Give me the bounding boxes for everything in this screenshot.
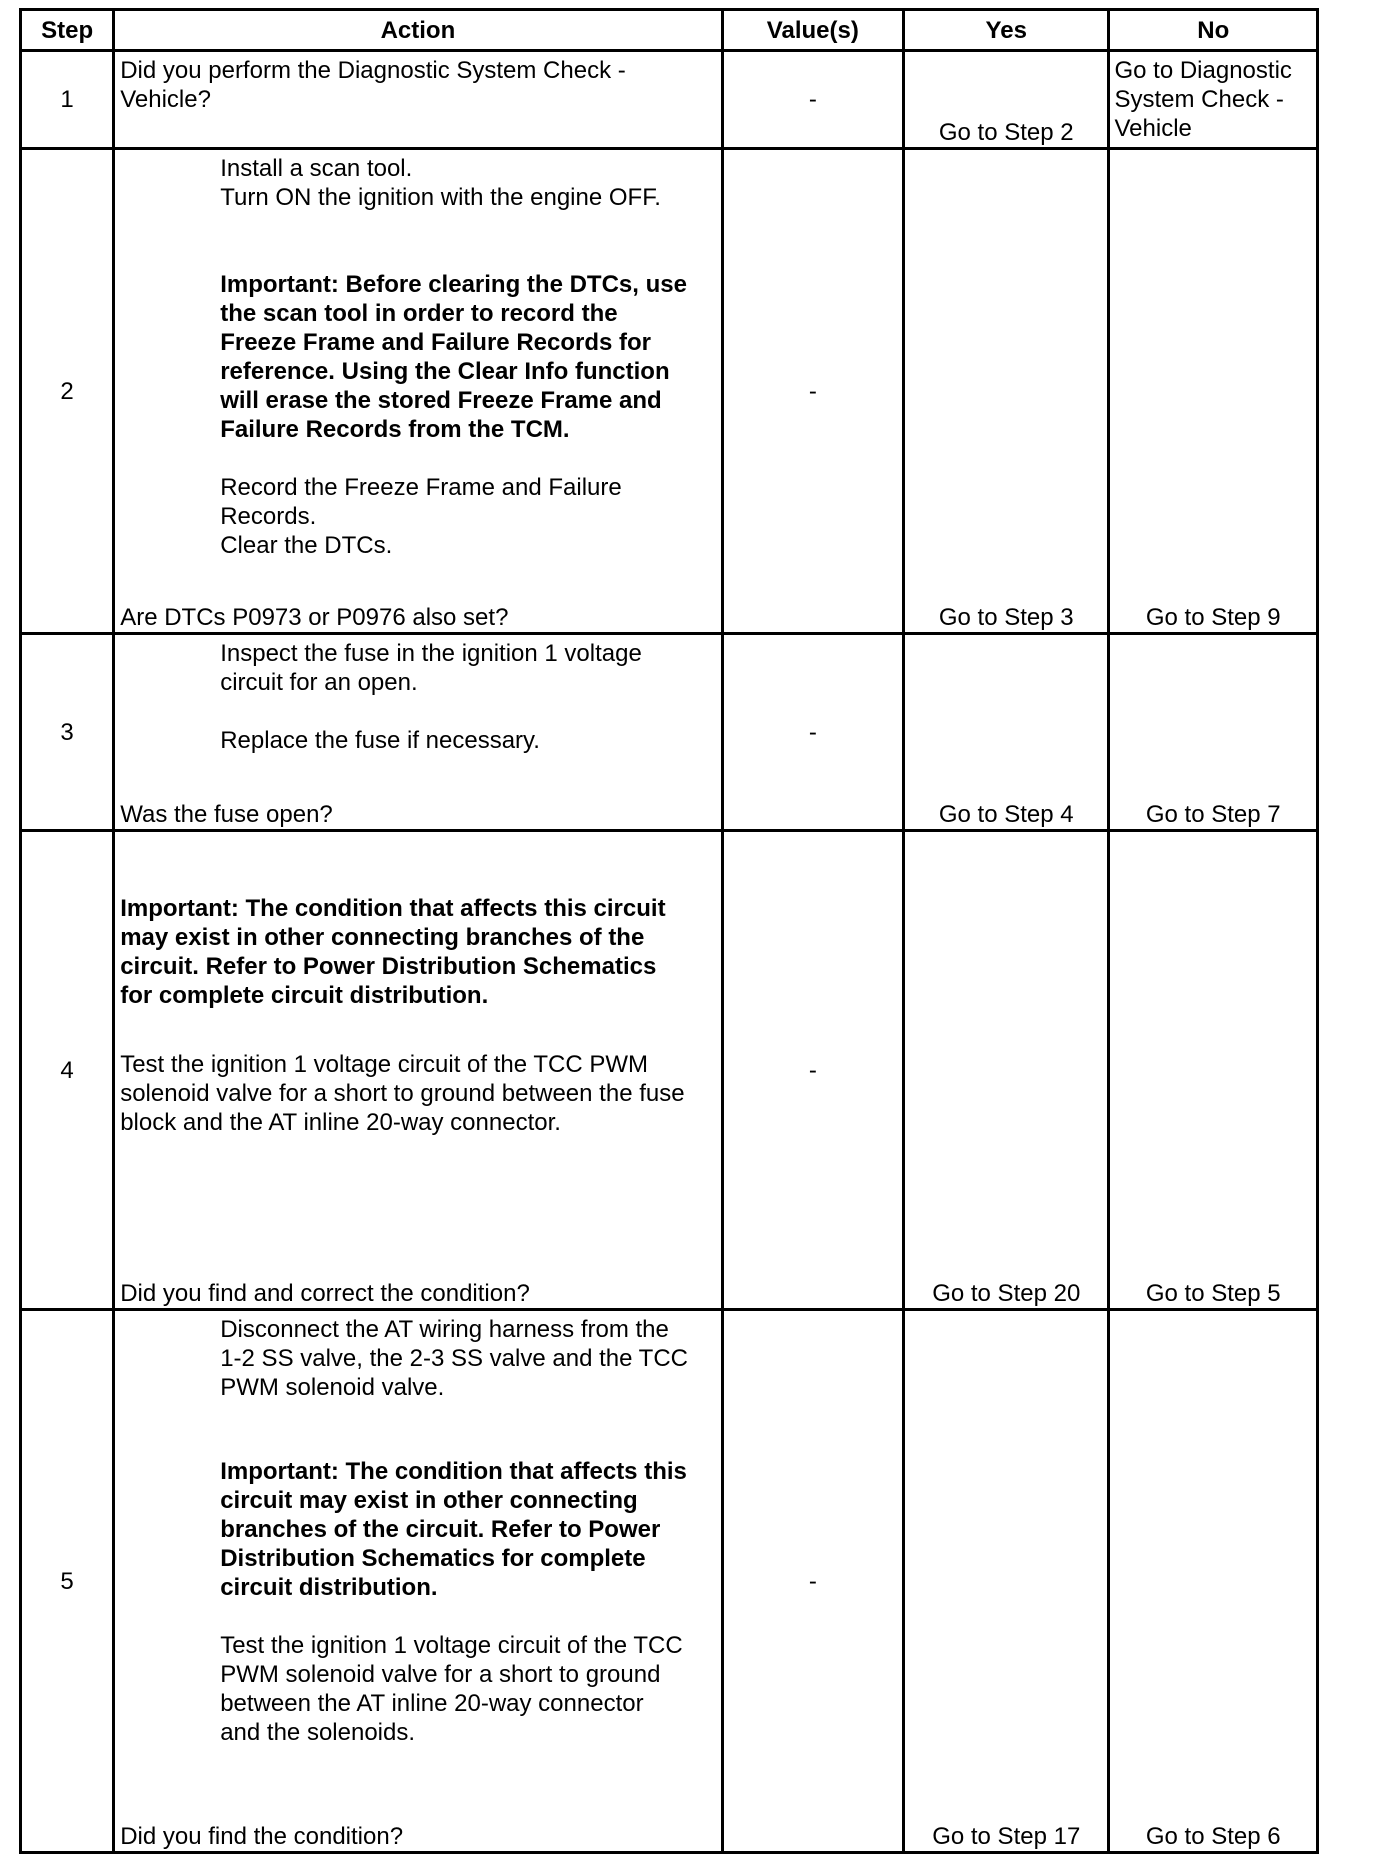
value-cell: - <box>722 149 903 634</box>
action-line: PWM solenoid valve. <box>220 1374 445 1401</box>
action-line: circuit for an open. <box>220 669 418 696</box>
table-row <box>21 634 1318 831</box>
action-line: Test the ignition 1 voltage circuit of the TCC PWM <box>120 1051 648 1078</box>
action-line: and the solenoids. <box>220 1719 416 1746</box>
header-no: No <box>1109 10 1318 51</box>
action-cell <box>114 634 722 831</box>
action-line: 1-2 SS valve, the 2-3 SS valve and the TCC <box>220 1345 689 1372</box>
important-note: Important: Before clearing the DTCs, use the scan tool in order to record the Freeze Frame and Failure Records for reference. Using the Clear Info function will erase the stored Freeze Frame and Failure Records from the TCM. <box>220 271 687 443</box>
value-cell: - <box>722 51 903 149</box>
value-cell: - <box>722 634 903 831</box>
header-action: Action <box>114 10 722 51</box>
yes-cell: Go to Step 2 <box>904 51 1109 149</box>
header-yes: Yes <box>904 10 1109 51</box>
no-cell <box>1109 51 1318 149</box>
no-line: Go to Diagnostic <box>1114 57 1292 84</box>
action-cell <box>114 1310 722 1853</box>
question-text: Did you find the condition? <box>120 1823 404 1850</box>
question-text: Was the fuse open? <box>120 801 333 828</box>
important-note: Important: The condition that affects this circuit may exist in other connecting branches of the circuit. Refer to Power Distribution Schematics for complete circuit distribution. <box>220 1458 687 1601</box>
table-row <box>21 149 1318 634</box>
action-line: PWM solenoid valve for a short to ground <box>220 1661 661 1688</box>
step-number: 5 <box>21 1310 114 1853</box>
no-cell: Go to Step 5 <box>1109 831 1318 1310</box>
header-values: Value(s) <box>722 10 903 51</box>
action-line: Disconnect the AT wiring harness from the <box>220 1316 669 1343</box>
important-note: Important: The condition that affects this circuit may exist in other connecting branches of the circuit. Refer to Power Distribution Schematics for complete circuit distribution. <box>120 895 666 1009</box>
no-cell: Go to Step 7 <box>1109 634 1318 831</box>
value-cell: - <box>722 831 903 1310</box>
action-line: Record the Freeze Frame and Failure <box>220 474 622 501</box>
action-cell <box>114 149 722 634</box>
step-number: 4 <box>21 831 114 1310</box>
yes-cell: Go to Step 4 <box>904 634 1109 831</box>
yes-cell: Go to Step 3 <box>904 149 1109 634</box>
no-cell: Go to Step 9 <box>1109 149 1318 634</box>
value-cell: - <box>722 1310 903 1853</box>
no-cell: Go to Step 6 <box>1109 1310 1318 1853</box>
step-number: 3 <box>21 634 114 831</box>
action-line: Did you perform the Diagnostic System Check - <box>120 57 626 84</box>
action-line: Vehicle? <box>120 86 211 113</box>
step-number: 2 <box>21 149 114 634</box>
action-line: Records. <box>220 503 317 530</box>
table-row <box>21 51 1318 149</box>
diagnostic-table <box>19 8 1319 1854</box>
question-text: Did you find and correct the condition? <box>120 1280 530 1307</box>
action-line: Turn ON the ignition with the engine OFF. <box>220 184 661 211</box>
header-row <box>21 10 1318 51</box>
action-line: Inspect the fuse in the ignition 1 voltage <box>220 640 642 667</box>
action-cell <box>114 831 722 1310</box>
action-line: solenoid valve for a short to ground between the fuse <box>120 1080 685 1107</box>
action-line: Install a scan tool. <box>220 155 413 182</box>
action-line: Replace the fuse if necessary. <box>220 727 540 754</box>
table-row <box>21 1310 1318 1853</box>
no-line: System Check - <box>1114 86 1284 113</box>
action-line: Clear the DTCs. <box>220 532 393 559</box>
yes-cell: Go to Step 17 <box>904 1310 1109 1853</box>
question-text: Are DTCs P0973 or P0976 also set? <box>120 604 509 631</box>
table-row <box>21 831 1318 1310</box>
yes-cell: Go to Step 20 <box>904 831 1109 1310</box>
action-line: block and the AT inline 20-way connector. <box>120 1109 561 1136</box>
step-number: 1 <box>21 51 114 149</box>
action-line: Test the ignition 1 voltage circuit of the TCC <box>220 1632 683 1659</box>
no-line: Vehicle <box>1114 115 1192 142</box>
header-step: Step <box>21 10 114 51</box>
action-cell <box>114 51 722 149</box>
action-line: between the AT inline 20-way connector <box>220 1690 644 1717</box>
